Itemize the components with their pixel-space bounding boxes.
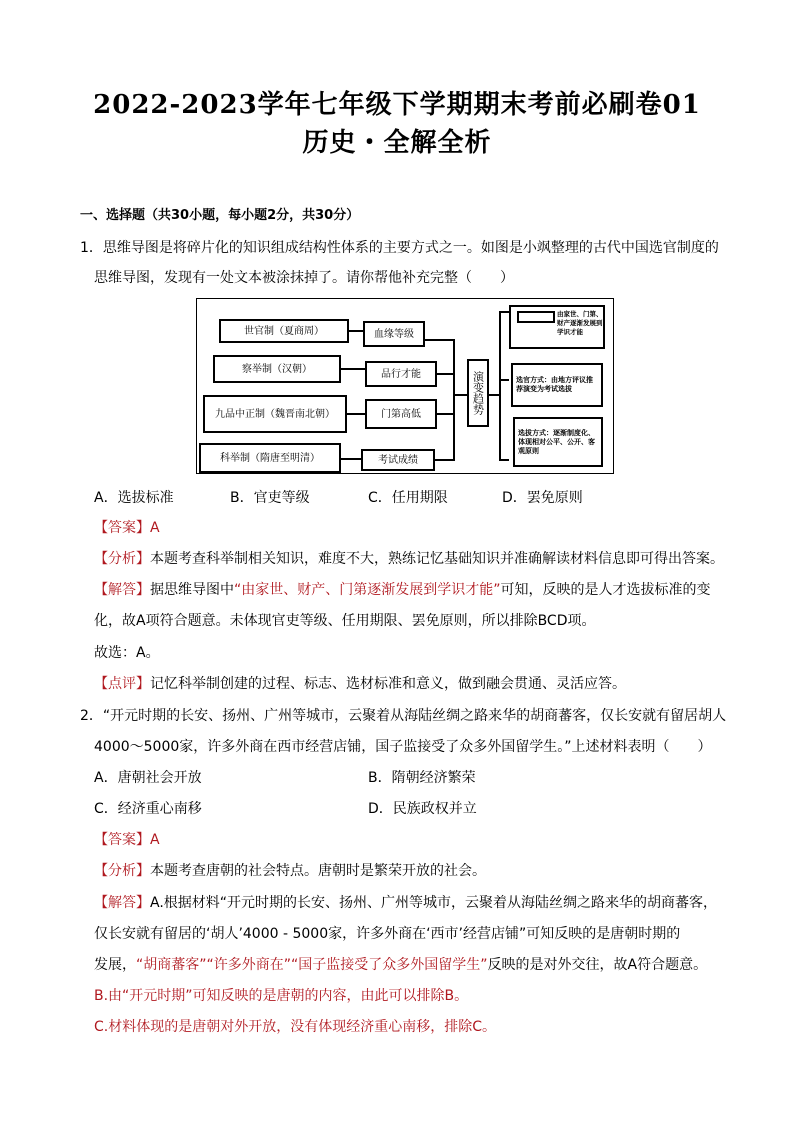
q1-solution-line1: 【解答】据思维导图中“由家世、财产、门第逐渐发展到学识才能”可知，反映的是人才选拔标准的变 bbox=[94, 582, 711, 598]
q2-solution-line1: 【解答】A.根据材料“开元时期的长安、扬州、广州等城市，云聚着从海陆丝绸之路来华的胡商蕃客， bbox=[94, 895, 718, 911]
mm-left-box-3: 九品中正制（魏晋南北朝） bbox=[203, 395, 347, 433]
q1-analysis: 【分析】本题考查科举制相关知识，难度不大，熟练记忆基础知识并准确解读材料信息即可得出答案。 bbox=[94, 551, 724, 567]
mm-mid-box-4: 考试成绩 bbox=[361, 449, 435, 471]
q2-option-c: C．经济重心南移 bbox=[94, 801, 202, 817]
q1-option-c: C．任用期限 bbox=[368, 490, 448, 506]
mm-right-box-1 bbox=[509, 305, 605, 349]
q1-solution-line2: 化，故A项符合题意。未体现官吏等级、任用期限、罢免原则，所以排除BCD项。 bbox=[94, 613, 596, 629]
mm-mid-box-3: 门第高低 bbox=[365, 399, 437, 429]
redacted-block bbox=[517, 311, 555, 323]
q2-stem-line1: 2．“开元时期的长安、扬州、广州等城市，云聚着从海陆丝绸之路来华的胡商蕃客，仅长安就有留居胡人 bbox=[80, 708, 727, 724]
q2-solution-line4: B.由“开元时期”可知反映的是唐朝的内容，由此可以排除B。 bbox=[94, 988, 469, 1004]
q1-option-a: A．选拔标准 bbox=[94, 490, 174, 506]
q2-analysis: 【分析】本题考查唐朝的社会特点。唐朝时是繁荣开放的社会。 bbox=[94, 863, 486, 879]
q1-option-d: D．罢免原则 bbox=[502, 490, 583, 506]
q1-stem-line2: 思维导图，发现有一处文本被涂抹掉了。请你帮他补充完整（ ） bbox=[94, 270, 514, 286]
mm-trend-box: 演变趋势 bbox=[467, 359, 489, 427]
mm-right-box-2: 选官方式：由地方评议推荐演变为考试选拔 bbox=[511, 363, 603, 407]
q1-choose: 故选：A。 bbox=[94, 645, 160, 661]
q1-answer: 【答案】A bbox=[94, 520, 160, 536]
document-title: 2022-2023学年七年级下学期期末考前必刷卷01 bbox=[93, 90, 701, 120]
section-heading: 一、选择题（共30小题，每小题2分，共30分） bbox=[80, 208, 360, 223]
q1-stem-line1: 1．思维导图是将碎片化的知识组成结构性体系的主要方式之一。如图是小飒整理的古代中国选官制度的 bbox=[80, 240, 719, 256]
q2-option-a: A．唐朝社会开放 bbox=[94, 770, 202, 786]
q2-answer: 【答案】A bbox=[94, 832, 160, 848]
mm-left-box-1: 世官制（夏商周） bbox=[219, 319, 349, 343]
q2-solution-line5: C.材料体现的是唐朝对外开放，没有体现经济重心南移，排除C。 bbox=[94, 1019, 496, 1035]
mm-mid-box-2: 品行才能 bbox=[365, 361, 437, 387]
q2-stem-line2: 4000～5000家，许多外商在西市经营店铺，国子监接受了众多外国留学生。”上述材料表明（ ） bbox=[94, 739, 712, 755]
q2-solution-line2: 仅长安就有留居的‘胡人’4000 - 5000家，许多外商在‘西市’经营店铺”可知反映的是唐朝时期的 bbox=[94, 926, 681, 942]
mm-mid-box-1: 血缘等级 bbox=[363, 321, 425, 347]
q2-solution-line3: 发展，“胡商蕃客”“许多外商在”“国子监接受了众多外国留学生”反映的是对外交往，故A符合题意。 bbox=[94, 957, 708, 973]
mm-left-box-4: 科举制（隋唐至明清） bbox=[199, 443, 341, 473]
mm-left-box-2: 察举制（汉朝） bbox=[213, 355, 341, 383]
mm-right-box-3: 选拔方式：逐渐制度化、体现相对公平、公开、客观原则 bbox=[513, 417, 603, 467]
q2-option-b: B．隋朝经济繁荣 bbox=[368, 770, 476, 786]
q1-option-b: B．官吏等级 bbox=[230, 490, 310, 506]
document-subtitle: 历史・全解全析 bbox=[302, 128, 492, 158]
q2-option-d: D．民族政权并立 bbox=[368, 801, 477, 817]
mind-map-figure bbox=[196, 298, 614, 474]
q1-comment: 【点评】记忆科举制创建的过程、标志、选材标准和意义，做到融会贯通、灵活应答。 bbox=[94, 676, 626, 692]
mm-right-text-1: 由家世、门第、财产逐渐发展到学识才能 bbox=[557, 310, 603, 336]
